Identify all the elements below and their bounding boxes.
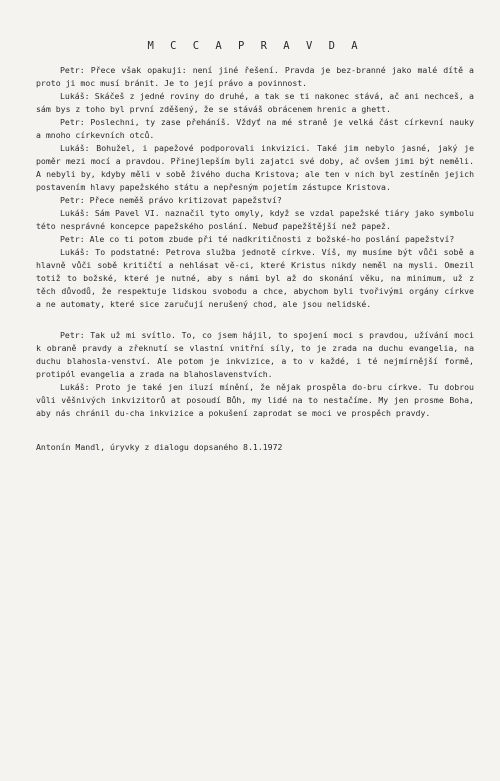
dialogue-paragraph: Petr: Přece neměš právo kritizovat papežství? (60, 195, 282, 205)
page-title: M C C A P R A V D A (147, 40, 363, 52)
dialogue-paragraph: Lukáš: Sám Pavel VI. naznačil tyto omyly, když se vzdal papežské tiáry jako symbolu této nesprávné koncepce papežského poslání. Nebuď papežštější než papež. (36, 208, 474, 231)
dialogue-paragraph: Lukáš: To podstatné: Petrova služba jednotě církve. Víš, my musíme být vůči sobě a hlavně vůči sobě kritičtí a nehlásat vě-ci, které Kristus nikdy neměl na mysli. Omezil totiž to božské, které je nutné, aby s námi byl až do skonání věku, na minimum, už z těch důvodů, že respektuje lidskou svobodu a chce, abychom byli tvořivými orgány církve a ne automaty, které sice zaručují nerušený chod, ale jsou nelidské. (36, 247, 474, 309)
dialogue-paragraph: Lukáš: Proto je také jen iluzí mínění, že nějak prospěla do-bru církve. Tu dobrou vůli věšnivých inkvizitorů at posoudí Bůh, my lidé na to nestačíme. My jen prosme Boha, aby nás chránil du-cha inkvizice a pokušení zaprodat se moci ve prospěch pravdy. (36, 382, 474, 418)
dialogue-paragraph: Petr: Tak už mi svítlo. To, co jsem hájil, to spojení moci s pravdou, užívání moci k obraně pravdy a zřeknutí se vlastní vnitřní síly, to je zrada na duchu evangelia, na duchu blahosla-venství. Ale potom je inkvizice, a to v každé, i té nejmírnější formě, protipól evangelia a zrada na blahoslavenstvích. (36, 330, 474, 379)
dialogue-paragraph: Petr: Poslechni, ty zase přeháníš. Vždyť na mé straně je velká část církevní nauky a mnoho církevních otců. (36, 117, 474, 140)
dialogue-paragraph: Petr: Ale co ti potom zbude při té nadkritičnosti z božské-ho poslání papežství? (60, 234, 455, 244)
author-signature-line: Antonín Mandl, úryvky z dialogu dopsaného 8.1.1972 (36, 442, 283, 452)
dialogue-paragraph: Lukáš: Bohužel, i papežové podporovali inkvizici. Také jim nebylo jasné, jaký je poměr mezi mocí a pravdou. Přinejlepším byli zajatci své doby, ač ovšem jimi být neměli. A nebyli by, kdyby měli v sobě živého ducha Kristova; ale ten v nich byl zestíněn jejich postavením hlavy papežského státu a nepřesným pojetím zástupce Kristova. (36, 143, 474, 192)
dialogue-paragraph: Lukáš: Skáčeš z jedné roviny do druhé, a tak se ti nakonec stává, ač ani nechceš, a sám bys z toho byl první zděšený, že se stáváš obrácenem hrenic a ghett. (36, 91, 474, 114)
dialogue-paragraph: Petr: Přece však opakuji: není jiné řešení. Pravda je bez-branné jako malé dítě a proto ji moc musí bránit. Je to její právo a povinnost. (36, 65, 474, 88)
